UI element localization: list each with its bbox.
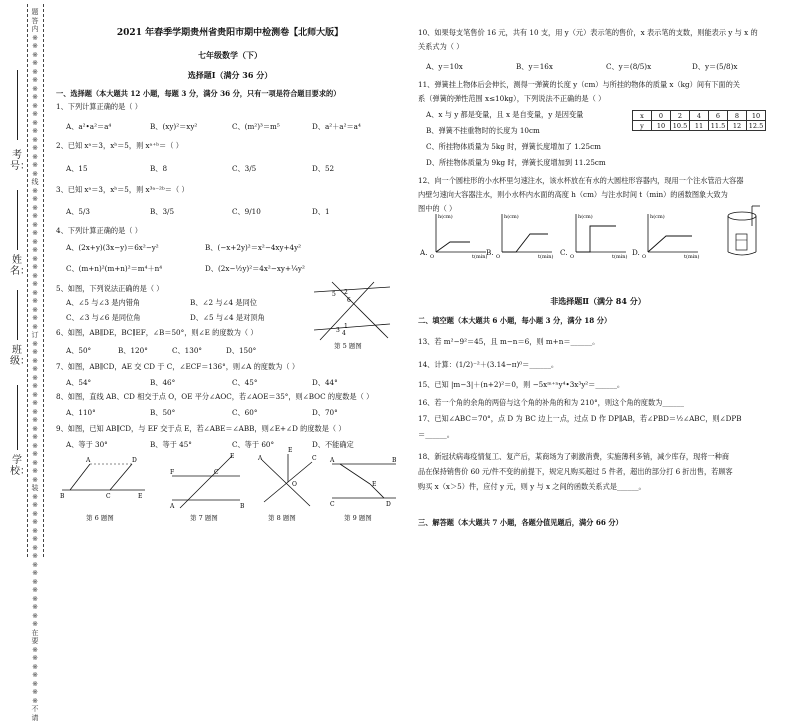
table-cell: 12.5 (747, 121, 766, 131)
svg-text:C: C (106, 493, 111, 500)
question-7: 7、如图，AB∥CD，AE 交 CD 于 C，∠ECF＝136°，则∠A 的度数为（ ） (56, 362, 300, 371)
table-row-x (633, 111, 766, 121)
seal-char: 请 (31, 713, 39, 722)
part-2-heading: 二、填空题（本大题共 6 小题，每小题 3 分，满分 18 分） (418, 316, 612, 325)
svg-text:3: 3 (336, 327, 340, 334)
q11-data-table (632, 110, 766, 131)
seal-char: 答 (31, 16, 39, 25)
q9-option-d[interactable]: D、不能确定 (312, 440, 354, 449)
question-18-cont: 品在保持销售价 60 元/件不变的前提下，规定凡购买超过 5 件者，超出的部分打 6 折出售，若顾客 (418, 467, 733, 476)
q7-option-c[interactable]: C、45° (232, 378, 258, 387)
figure-9-diagram (330, 452, 400, 510)
q6-option-b[interactable]: B、120° (118, 346, 148, 355)
q2-option-b[interactable]: B、8 (150, 164, 168, 173)
seal-char: 内 (31, 25, 39, 33)
figure-5-diagram (312, 282, 392, 344)
q3-option-b[interactable]: B、3/5 (150, 207, 175, 216)
svg-text:C: C (330, 501, 335, 508)
q10-option-c[interactable]: C、y＝(8/5)x (606, 62, 652, 71)
q12-graph-b (496, 212, 556, 258)
q4-option-c[interactable]: C、(m+n)²(m+n)²＝m⁴＋n⁴ (66, 264, 163, 273)
question-12-cont: 内壁匀速向大容器注水，则小水杯内水面的高度 h（cm）与注水时间 t（min）的函数图象大致为 (418, 190, 728, 199)
svg-text:C: C (312, 455, 317, 462)
question-17-cont: ＝______。 (418, 430, 454, 439)
q6-option-d[interactable]: D、150° (226, 346, 257, 355)
graph-x-label: t(min) (472, 254, 488, 260)
figure-7-caption: 第 7 题图 (190, 514, 218, 522)
question-11: 11、弹簧挂上物体后会伸长，测得一弹簧的长度 y（cm）与所挂的物体的质量 x（kg）间有下面的关 (418, 80, 740, 89)
q12-option-b[interactable]: B. (486, 248, 494, 257)
question-14: 14、计算：(1/2)⁻²＋(3.14−π)⁰＝______。 (418, 360, 559, 369)
q6-option-a[interactable]: A、50° (66, 346, 92, 355)
table-cell: y (633, 121, 652, 131)
graph-x-label: t(min) (538, 254, 554, 260)
q12-graph-c (570, 212, 630, 258)
question-15: 15、已知 |m−3|＋(n+2)²＝0，则 −5xᵐ⁺ⁿy⁴•3x³y²＝______。 (418, 380, 625, 389)
figure-8-diagram (258, 447, 318, 510)
q11-option-a[interactable]: A、x 与 y 都是变量，且 x 是自变量，y 是因变量 (426, 110, 584, 119)
graph-y-label: h(cm) (650, 214, 665, 220)
q10-option-a[interactable]: A、y＝10x (426, 62, 463, 71)
q12-option-a[interactable]: A. (420, 248, 428, 257)
exam-subject: 七年级数学（下） (198, 50, 262, 60)
q12-graph-a (430, 212, 490, 258)
table-cell: 12 (728, 121, 747, 131)
seal-char: 订 (31, 331, 39, 339)
table-cell: 6 (709, 111, 728, 121)
exam-number-label: 考号： (10, 150, 30, 172)
table-row-y (633, 121, 766, 131)
q2-option-c[interactable]: C、3/5 (232, 164, 257, 173)
school-line[interactable] (17, 385, 18, 450)
q10-option-d[interactable]: D、y＝(5/8)x (692, 62, 738, 71)
q12-option-c[interactable]: C. (560, 248, 568, 257)
svg-text:2: 2 (344, 289, 348, 296)
graph-origin: O (570, 254, 575, 260)
seal-char: 题 (31, 8, 39, 16)
class-line[interactable] (17, 290, 18, 340)
svg-text:C: C (214, 469, 219, 476)
q3-option-a[interactable]: A、5/3 (66, 207, 90, 216)
part-1-heading: 一、选择题（本大题共 12 小题，每题 3 分，满分 36 分，只有一项是符合题目要求的） (56, 89, 341, 98)
q4-option-a[interactable]: A、(2x+y)(3x−y)＝6x²−y² (66, 243, 159, 252)
table-cell: 2 (671, 111, 690, 121)
q9-option-c[interactable]: C、等于 60° (232, 440, 275, 449)
q4-option-b[interactable]: B、(−x+2y)²＝x²−4xy+4y² (205, 243, 302, 252)
q1-option-a[interactable]: A、a²•a²＝a⁴ (66, 122, 112, 131)
q1-option-c[interactable]: C、(m²)³＝m⁵ (232, 122, 280, 131)
svg-text:D: D (386, 501, 391, 508)
svg-text:E: E (288, 447, 293, 454)
graph-y-label: h(cm) (504, 214, 519, 220)
seal-marks-top: 题 答 内 ※ ※ ※ ※ ※ ※ ※ ※ ※ ※ ※ ※ ※ ※ ※ ※ ※ 线 ※ ※ ※ ※ ※ ※ ※ ※ ※ ※ ※ ※ ※ ※ ※ ※ ※ 订 ※ ※ ※ ※ ※ ※ ※ ※ ※ ※ ※ ※ ※ ※ ※ ※ ※ 装 ※ ※ ※ ※ ※ ※ ※ ※ ※ ※ ※ ※ ※ ※ ※ ※ 在 要 ※ ※ ※ ※ ※ ※ ※ 不 请 (31, 8, 39, 722)
svg-text:D: D (132, 457, 137, 464)
question-10-cont: 关系式为（ ） (418, 42, 464, 51)
figure-6-caption: 第 6 题图 (86, 514, 114, 522)
q4-option-d[interactable]: D、(2x−½y)²＝4x²−xy+¼y² (205, 264, 305, 273)
q3-option-c[interactable]: C、9/10 (232, 207, 261, 216)
table-cell: 0 (652, 111, 671, 121)
q8-option-a[interactable]: A、110° (66, 408, 96, 417)
q7-option-a[interactable]: A、54° (66, 378, 92, 387)
q7-option-b[interactable]: B、46° (150, 378, 176, 387)
table-cell: 8 (728, 111, 747, 121)
svg-text:E: E (230, 453, 235, 460)
question-17: 17、已知∠ABC＝70°，点 D 为 BC 边上一点，过点 D 作 DP∥AB，若∠PBD＝½∠ABC，则∠DPB (418, 414, 742, 423)
question-10: 10、如果每支笔售价 16 元，共有 10 支，用 y（元）表示笔的售价，x 表示笔的支数，则能表示 y 与 x 的 (418, 28, 758, 37)
question-13: 13、若 m²−9²＝45，且 m−n＝6，则 m+n＝______。 (418, 337, 600, 346)
q11-option-d[interactable]: D、所挂物体质量为 9kg 时，弹簧长度增加到 11.25cm (426, 158, 606, 167)
seal-char: 线 (31, 178, 39, 186)
graph-x-label: t(min) (612, 254, 628, 260)
q5-option-a[interactable]: A、∠5 与∠3 是内错角 (66, 298, 141, 307)
table-cell: 10 (747, 111, 766, 121)
question-11-cont: 系（弹簧的弹性范围 x≤10kg），下列说法不正确的是（ ） (418, 94, 606, 103)
graph-x-label: t(min) (684, 254, 700, 260)
svg-text:B: B (240, 503, 245, 510)
svg-text:E: E (138, 493, 143, 500)
svg-text:A: A (170, 503, 175, 510)
binding-dash-line-right (43, 4, 44, 557)
question-12-cont2: 图中的（ ） (418, 204, 457, 213)
figure-7-diagram (170, 454, 250, 510)
svg-text:B: B (392, 457, 397, 464)
q12-graph-d (642, 212, 702, 258)
exam-number-line[interactable] (17, 70, 18, 140)
q12-option-d[interactable]: D. (632, 248, 640, 257)
svg-text:4: 4 (342, 330, 346, 337)
q5-option-c[interactable]: C、∠3 与∠6 是同位角 (66, 313, 141, 322)
question-9: 9、如图，已知 AB∥CD，与 EF 交于点 E，若∠ABE＝∠ABB，则∠E+∠D 的度数是（ ） (56, 424, 346, 433)
q2-option-d[interactable]: D、52 (312, 164, 335, 173)
school-label: 学校： (10, 455, 30, 477)
table-cell: 11 (690, 121, 709, 131)
q3-option-d[interactable]: D、1 (312, 207, 330, 216)
q10-option-b[interactable]: B、y＝16x (516, 62, 553, 71)
q9-option-b[interactable]: B、等于 45° (150, 440, 192, 449)
graph-origin: O (430, 254, 435, 260)
svg-text:A: A (330, 457, 335, 464)
part-3-heading: 三、解答题（本大题共 7 小题，各题分值见题后，满分 66 分） (418, 518, 623, 527)
q1-option-b[interactable]: B、(xy)²＝xy² (150, 122, 198, 131)
name-label: 姓名： (10, 255, 30, 277)
svg-text:A: A (258, 455, 263, 462)
question-3: 3、已知 xᵃ＝3，xᵇ＝5，则 x³ᵃ⁻²ᵇ＝（ ） (56, 185, 189, 194)
question-18-cont2: 购买 x（x＞5）件，应付 y 元，则 y 与 x 之间的函数关系式是______。 (418, 482, 646, 491)
section-1-title: 选择题Ⅰ（满分 36 分） (187, 70, 273, 80)
question-2: 2、已知 xᵃ＝3，xᵇ＝5，则 xᵃ⁺ᵇ＝（ ） (56, 141, 183, 150)
svg-text:F: F (170, 469, 175, 476)
table-cell: 11.5 (709, 121, 728, 131)
q11-option-b[interactable]: B、弹簧不挂重物时的长度为 10cm (426, 126, 540, 135)
svg-text:B: B (60, 493, 65, 500)
q8-option-b[interactable]: B、50° (150, 408, 176, 417)
svg-text:O: O (292, 481, 297, 488)
class-label: 班级： (10, 345, 30, 367)
question-8: 8、如图，直线 AB、CD 相交于点 O，OE 平分∠AOC，若∠AOE＝35°，则∠BOC 的度数是（ ） (56, 392, 374, 401)
section-2-title: 非选择题Ⅱ（满分 84 分） (550, 296, 646, 306)
question-4: 4、下列计算正确的是（ ） (56, 226, 142, 235)
graph-y-label: h(cm) (438, 214, 453, 220)
question-5: 5、如图，下列说法正确的是（ ） (56, 284, 164, 293)
svg-text:A: A (86, 457, 91, 464)
q11-option-c[interactable]: C、所挂物体质量为 5kg 时，弹簧长度增加了 1.25cm (426, 142, 601, 151)
question-12: 12、向一个圆柱形的小水杯里匀速注水，该水杯放在有水的大圆柱形容器内，现用一个注水管沿大容器 (418, 176, 744, 185)
table-cell: 4 (690, 111, 709, 121)
graph-y-label: h(cm) (578, 214, 593, 220)
q8-option-c[interactable]: C、60° (232, 408, 258, 417)
question-1: 1、下列计算正确的是（ ） (56, 102, 142, 111)
seal-char: 要 (31, 637, 39, 645)
seal-char: 在 (31, 628, 39, 637)
q6-option-c[interactable]: C、130° (172, 346, 202, 355)
q2-option-a[interactable]: A、15 (66, 164, 88, 173)
figure-6-diagram (60, 458, 150, 508)
question-16: 16、若一个角的余角的两倍与这个角的补角的和为 210°，则这个角的度数为______ (418, 398, 684, 407)
q8-option-d[interactable]: D、70° (312, 408, 338, 417)
svg-text:6: 6 (347, 297, 351, 304)
table-cell: x (633, 111, 652, 121)
graph-origin: O (496, 254, 501, 260)
q1-option-d[interactable]: D、a²＋a²＝a⁴ (312, 122, 361, 131)
seal-char: 装 (31, 484, 39, 492)
table-cell: 10.5 (671, 121, 690, 131)
table-cell: 10 (652, 121, 671, 131)
svg-text:5: 5 (332, 291, 336, 298)
graph-origin: O (642, 254, 647, 260)
question-6: 6、如图，AB∥DE，BC∥EF，∠B＝50°，则∠E 的度数为（ ） (56, 328, 258, 337)
exam-title: 2021 年春季学期贵州省贵阳市期中检测卷【北师大版】 (116, 28, 344, 38)
figure-9-caption: 第 9 题图 (344, 514, 372, 522)
water-container-illustration (722, 206, 762, 258)
figure-8-caption: 第 8 题图 (268, 514, 296, 522)
svg-text:E: E (372, 481, 377, 488)
name-line[interactable] (17, 190, 18, 250)
figure-5-caption: 第 5 题图 (334, 342, 362, 350)
q5-option-b[interactable]: B、∠2 与∠4 是同位 (190, 298, 257, 307)
q7-option-d[interactable]: D、44° (312, 378, 338, 387)
seal-char: 不 (31, 705, 39, 713)
question-18: 18、新冠状病毒疫情复工、复产后，某商场为了刺激消费，实施薄利多销，减少库存，现将一种商 (418, 452, 730, 461)
q5-option-d[interactable]: D、∠5 与∠4 是对顶角 (190, 313, 265, 322)
svg-text:1: 1 (344, 323, 348, 330)
q9-option-a[interactable]: A、等于 30° (66, 440, 108, 449)
